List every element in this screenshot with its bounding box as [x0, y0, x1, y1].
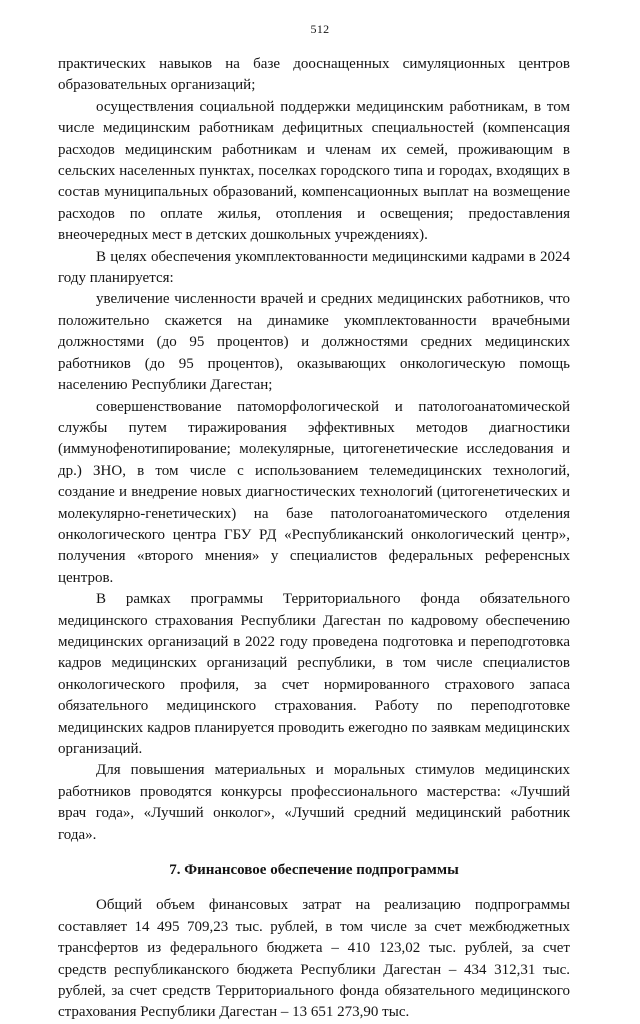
section-heading-financing: 7. Финансовое обеспечение подпрограммы: [169, 862, 459, 879]
paragraph-social-support: осуществления социальной поддержки медицинским работникам, в том числе медицинским работникам дефицитных специальностей (компенсация расходов медицинским работникам и членам их семей, проживающим в сельских населенных пунктах, поселках городского типа и городах, входящих в состав муниципальных образований, компенсационных выплат на возмещение расходов по оплате жилья, отопления и освещения; предоставления внеочередных мест в детских дошкольных учреждениях).: [58, 98, 570, 244]
paragraph-insurance-fund-training: В рамках программы Территориального фонда обязательного медицинского страхования Республики Дагестан по кадровому обеспечению медицинских организаций в 2022 году проведена подготовка и переподготовка кадров медицинских организаций республики, в том числе специалистов онкологического профиля, за счет нормированного страхового запаса обязательного медицинского страхования. Работу по переподготовке медицинских кадров планируется проводить ежегодно по заявкам медицинских организаций.: [58, 591, 570, 757]
paragraph-competitions: Для повышения материальных и моральных стимулов медицинских работников проводятся конкурсы профессионального мастерства: «Лучший врач года», «Лучший онколог», «Лучший средний медицинский работник года».: [58, 762, 570, 843]
paragraph-staff-increase: увеличение численности врачей и средних медицинских работников, что положительно скажется на динамике укомплектованности врачебными должностями (до 95 процентов) и должностями средних медицинских работников (до 95 процентов), оказывающих онкологическую помощь населению Республики Дагестан;: [58, 291, 570, 394]
page-number: 512: [310, 22, 330, 36]
paragraph-staffing-goals: В целях обеспечения укомплектованности медицинскими кадрами в 2024 году планируется:: [58, 248, 570, 287]
paragraph-pathology-service: совершенствование патоморфологической и патологоанатомической службы путем тиражирования эффективных методов диагностики (иммунофенотипирование; молекулярные, цитогенетические исследования и др.) ЗНО, в том числе с использованием телемедицинских технологий, создание и внедрение новых диагностических технологий (цитогенетических и молекулярно-генетических) на базе патологоанатомического отделения онкологического центра ГБУ РД «Республиканский онкологический центр», получения «второго мнения» у специалистов федеральных референсных центров.: [58, 398, 570, 586]
document-body: [58, 54, 570, 1024]
paragraph-financing-total: Общий объем финансовых затрат на реализацию подпрограммы составляет 14 495 709,23 тыс. рублей, в том числе за счет межбюджетных трансфертов из федерального бюджета – 410 123,02 тыс. рублей, за счет средств республиканского бюджета Республики Дагестан – 434 312,31 тыс. рублей, за счет средств Территориального фонда обязательного медицинского страхования Республики Дагестан – 13 651 273,90 тыс.: [58, 897, 570, 1021]
paragraph-training-centers: практических навыков на базе дооснащенных симуляционных центров образовательных организаций;: [58, 56, 570, 94]
